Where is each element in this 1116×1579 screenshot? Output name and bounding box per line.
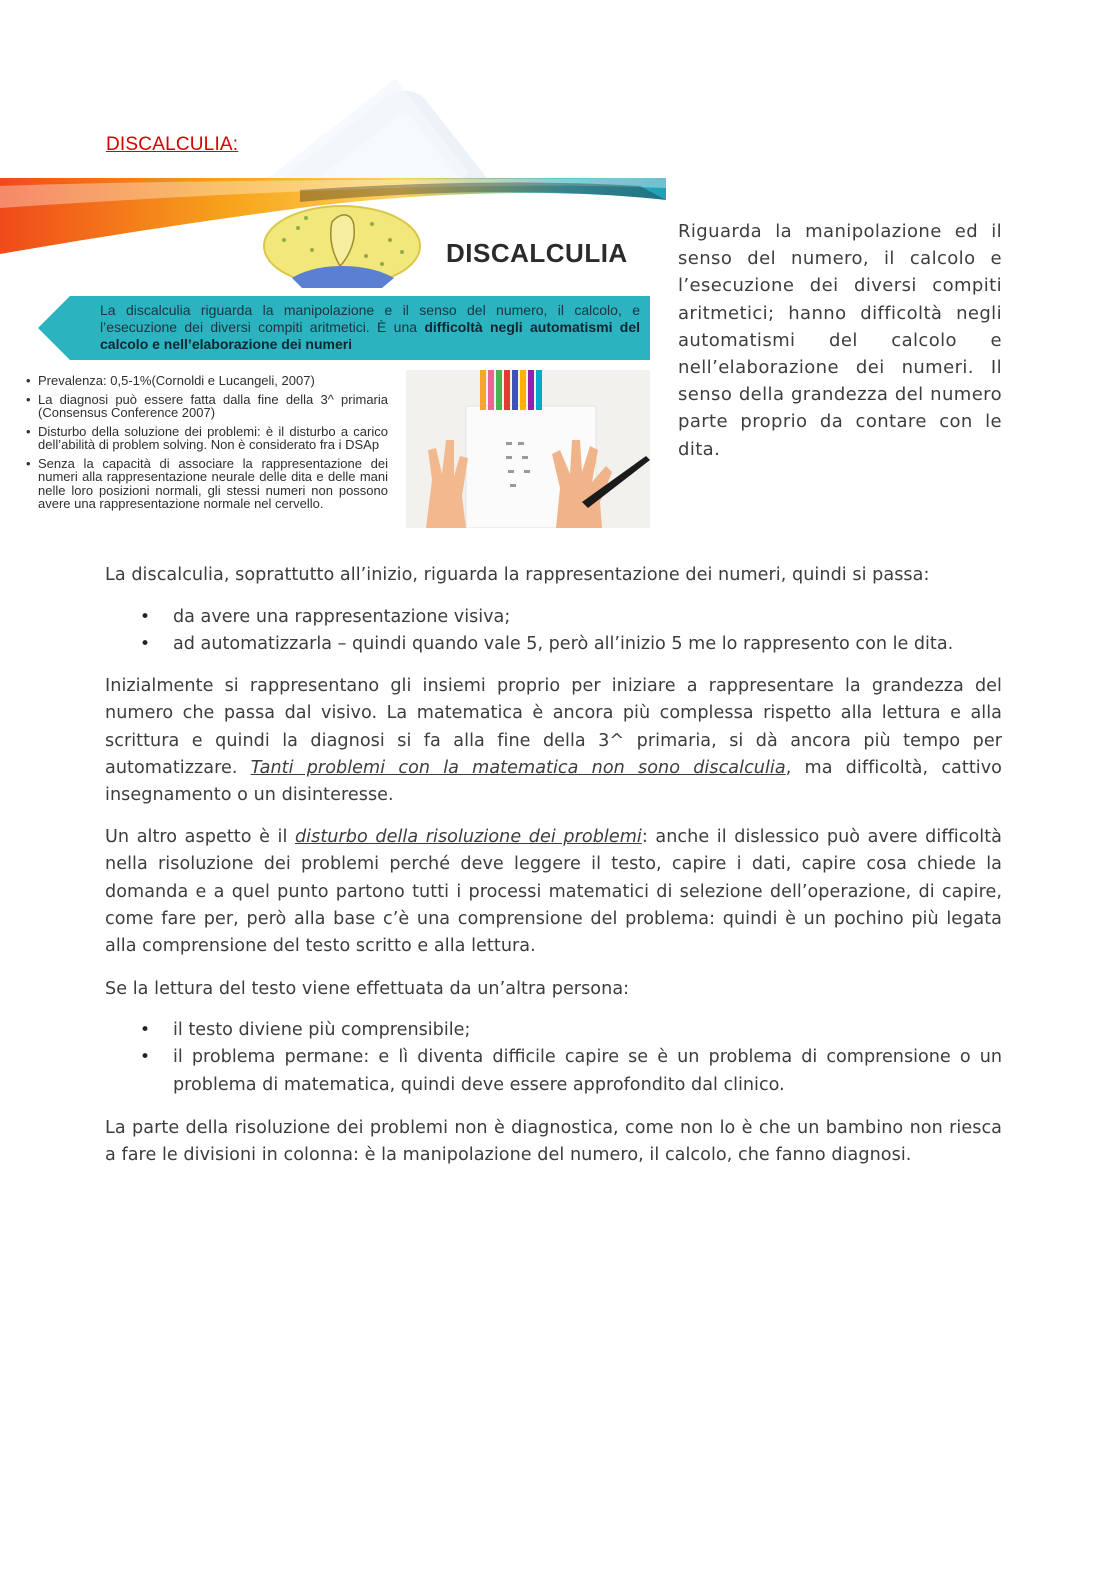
paragraph-intro: La discalculia, soprattutto all’inizio, riguarda la rappresentazione dei numeri, quindi si passa: [105,565,930,585]
paragraph-problem-solving [105,824,1002,960]
slide-bullet: • Prevalenza: 0,5-1%(Cornoldi e Lucangeli, 2007) [26,374,388,388]
slide-bullet: • Disturbo della soluzione dei problemi: è il disturbo a carico dell’abilità di problem solving. Non è considerato fra i DSAp [26,425,388,452]
slide-banner-text [100,302,640,353]
banner-text-normal: La discalculia riguarda la manipolazione e il senso del numero, il calcolo, e l’esecuzione dei diversi compiti aritmetici. È una [100,302,640,335]
slide-bullet: • La diagnosi può essere fatta dalla fine della 3^ primaria (Consensus Conference 2007) [26,393,388,420]
text-segment: Un altro aspetto è il [105,827,295,847]
underlined-phrase: Tanti problemi con la matematica non sono discalculia [250,757,786,778]
paragraph-initial-representation [105,673,1002,809]
list-item: • il testo diviene più comprensibile; [105,1017,1002,1044]
bullet-list-representation [105,604,1002,659]
list-item: • ad automatizzarla – quindi quando vale 5, però all’inizio 5 me lo rappresento con le dita. [105,631,1002,658]
text-segment: Inizialmente si rappresentano gli insiemi proprio per iniziare a rappresentare la grandezza del numero che passa dal visivo. La matematica è ancora più complessa rispetto alla lettura e alla scrittura e quindi la diagnosi si fa alla fine della 3^ primaria, si dà ancora più tempo per automatizzare. [105,676,1002,778]
banner-text-bold: difficoltà negli automatismi del calcolo e nell’elaborazione dei numeri [100,319,641,352]
side-paragraph: Riguarda la manipolazione ed il senso del numero, il calcolo e l’esecuzione dei diversi compiti aritmetici; hanno difficoltà negli automatismi del calcolo e nell’elaborazione dei numeri. Il senso della grandezza del numero parte proprio da contare con le dita. [678,221,1002,460]
slide-bullet: • Senza la capacità di associare la rappresentazione dei numeri alla rappresentazione neurale delle dita e delle mani nelle loro posizioni normali, gli stessi numeri non possono avere una rappresentazione normale nel cervello. [26,457,388,511]
bullet-list-reading [105,1017,1002,1099]
underlined-phrase: disturbo della risoluzione dei problemi [294,827,642,847]
counting-hands-photo [406,370,650,528]
paragraph-reading-by-other: Se la lettura del testo viene effettuata da un’altra persona: [105,979,630,999]
slide-title: DISCALCULIA [446,238,628,268]
list-item: • da avere una rappresentazione visiva; [105,604,1002,631]
slide-bullet-list [26,374,388,516]
brain-illustration [262,200,422,292]
text-segment: : anche il dislessico può avere difficoltà nella risoluzione dei problemi perché deve leggere il testo, capire i dati, capire cosa chiede la domanda e a quel punto partono tutti i processi matematici di selezione dell’operazione, di capire, come fare per, però alla base c’è una comprensione del problema: quindi è un pochino più legata alla comprensione del testo scritto e alla lettura. [105,827,1003,957]
list-item: • il problema permane: e lì diventa difficile capire se è un problema di comprensione o un problema di matematica, quindi deve essere approfondito dal clinico. [105,1044,1002,1099]
section-heading: DISCALCULIA: [106,134,239,155]
paragraph-conclusion: La parte della risoluzione dei problemi non è diagnostica, come non lo è che un bambino non riesca a fare le divisioni in colonna: è la manipolazione del numero, il calcolo, che fanno diagnosi. [105,1118,1002,1166]
text-segment: , ma difficoltà, cattivo insegnamento o un disinteresse. [105,757,1002,806]
slide-image [0,178,666,550]
